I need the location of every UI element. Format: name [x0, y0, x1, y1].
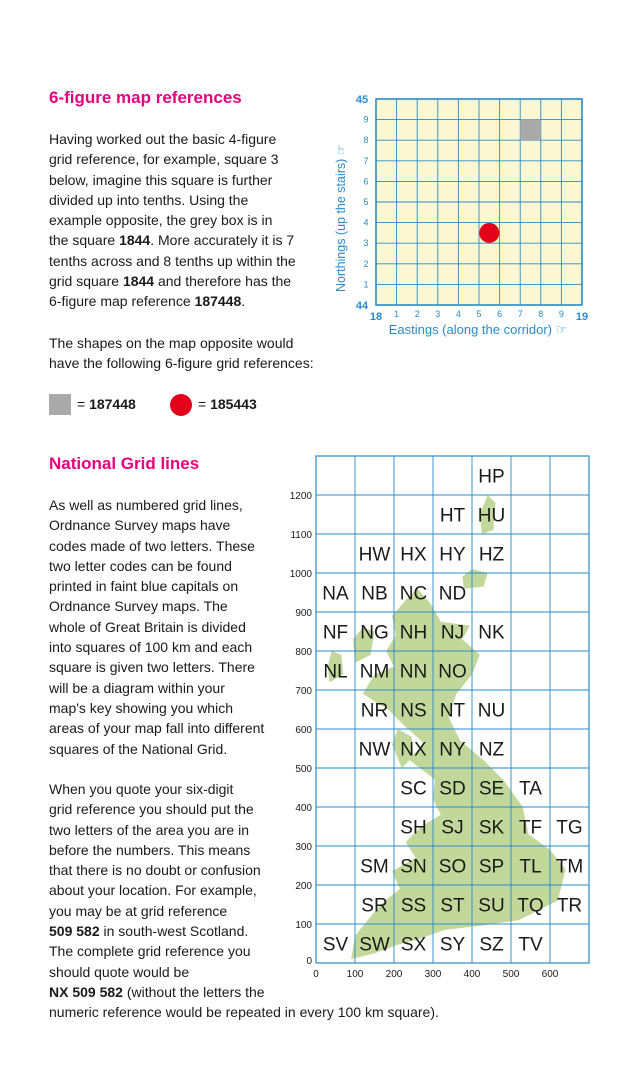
northing-tick-label: 1 [363, 279, 369, 290]
grid-square-code: HT [439, 505, 466, 527]
text-run: As well as numbered grid lines, [49, 497, 243, 513]
grid-square-code: NM [359, 661, 390, 683]
grid-square-code: TQ [517, 895, 544, 917]
grid-square-code: HZ [478, 544, 505, 566]
grid-square-code: SD [439, 778, 466, 800]
easting-tick-label: 8 [538, 309, 544, 319]
northing-km-label: 500 [295, 764, 312, 775]
text-run: example opposite, the grey box is in [49, 212, 273, 229]
bold-reference: 187448 [194, 293, 242, 310]
text-run: 6-figure map reference [49, 293, 195, 310]
grid-square-code: SK [478, 817, 505, 839]
grid-square-code: TR [556, 895, 583, 917]
grid-square-code: SX [400, 934, 427, 956]
bold-reference: 1844 [122, 273, 155, 290]
grid-square-code: NZ [478, 739, 505, 761]
grid-square-code: TA [519, 778, 542, 800]
easting-km-label: 400 [463, 969, 481, 980]
easting-tick-label: 7 [517, 309, 523, 319]
grid-square-code: HX [400, 544, 427, 566]
text-run: the square [49, 232, 120, 249]
text-line [49, 1002, 489, 1022]
text-run: before the numbers. This means [49, 841, 251, 858]
grid-square-code: SY [439, 934, 466, 956]
text-run: printed in faint blue capitals on [49, 578, 239, 595]
grid-square-code: NL [323, 661, 348, 683]
text-run: . [241, 293, 246, 310]
text-run: codes made of two letters. These [49, 537, 255, 554]
grid-square-code: TG [556, 817, 583, 839]
grid-square-code: NN [399, 661, 428, 683]
grid-square-code: NS [400, 700, 427, 722]
text-run: areas of your map fall into different [49, 720, 265, 737]
text-run: The complete grid reference you [49, 943, 251, 960]
northing-km-label: 0 [306, 956, 312, 967]
northing-tick-label: 6 [363, 176, 369, 187]
grid-square-code: TL [519, 856, 542, 878]
grid-square-code: NO [438, 661, 467, 683]
northing-km-label: 1200 [289, 491, 312, 502]
grid-square-code: SH [400, 817, 427, 839]
text-run: and therefore has the [154, 273, 292, 290]
grey-box-reference: 187448 [89, 396, 136, 412]
grid-square-code: NG [360, 622, 389, 644]
northing-tick-label: 9 [363, 114, 369, 125]
grid-square-code: NC [399, 583, 428, 605]
northing-bottom-label: 44 [355, 300, 369, 312]
national-grid-diagram [0, 440, 638, 990]
northing-tick-label: 7 [363, 155, 369, 166]
grid-square-code: SO [438, 856, 467, 878]
text-run: in south-west Scotland. [99, 923, 249, 940]
easting-tick-label: 5 [476, 309, 482, 319]
text-run: numeric reference would be repeated in every 100 km square). [49, 1004, 439, 1021]
text-run: Ordnance Survey maps have [49, 517, 231, 534]
grid-square-code: SS [400, 895, 427, 917]
text-run: should quote would be [49, 963, 190, 980]
section-title-6-figure: 6-figure map references [49, 88, 242, 107]
easting-km-label: 0 [313, 969, 319, 980]
northing-tick-label: 2 [363, 258, 369, 269]
legend-equals: = [77, 396, 90, 412]
grid-square-code: SR [361, 895, 388, 917]
northing-km-label: 600 [295, 725, 312, 736]
red-dot-legend [198, 396, 257, 412]
text-run: divided up into tenths. Using the [49, 191, 249, 208]
northing-tick-label: 4 [363, 217, 369, 228]
grid-square-code: SZ [479, 934, 504, 956]
text-run: two letters of the area you are in [49, 821, 249, 838]
six-figure-grid-diagram [0, 0, 638, 350]
section-title-national-grid: National Grid lines [49, 454, 200, 473]
text-run: you may be at grid reference [49, 902, 228, 919]
text-run: When you quote your six-digit [49, 781, 234, 797]
grid-square-code: NA [322, 583, 349, 605]
grid-square-code: SM [360, 856, 389, 878]
grid-square-code: SP [478, 856, 505, 878]
grid-square-code: TM [555, 856, 584, 878]
grid-square-code: HW [358, 544, 391, 566]
text-run: squares of the National Grid. [49, 740, 228, 757]
bold-reference: 1844 [119, 232, 151, 249]
grid-square-code: SU [478, 895, 505, 917]
grey-box-marker [520, 120, 541, 141]
northing-tick-label: 5 [363, 197, 369, 207]
easting-tick-label: 2 [414, 309, 420, 319]
grid-square-code: SW [359, 934, 390, 956]
text-run: grid reference you should put the [49, 801, 254, 818]
grid-square-code: NF [322, 622, 349, 644]
grid-square-code: NY [439, 739, 466, 761]
northing-km-label: 800 [295, 647, 312, 658]
northings-axis-label: Northings (up the stairs) ☞ [334, 143, 348, 293]
red-dot-reference: 185443 [210, 396, 257, 412]
grid-square-code: NX [400, 739, 427, 761]
northing-tick-label: 8 [363, 135, 369, 146]
grid-square-code: NT [439, 700, 466, 722]
text-run: below, imagine this square is further [49, 171, 273, 188]
northing-km-label: 200 [295, 881, 312, 892]
northing-km-label: 900 [295, 608, 312, 619]
text-run: tenths across and 8 tenths up within the [49, 252, 296, 269]
easting-left-label: 18 [369, 311, 383, 323]
grey-box-legend [77, 396, 136, 412]
text-run: Having worked out the basic 4-figure [49, 131, 277, 147]
grid-square-code: SN [400, 856, 427, 878]
bold-reference: NX 509 582 [49, 983, 123, 1000]
text-run: into squares of 100 km and each [49, 639, 253, 656]
text-run: grid reference, for example, square 3 [49, 151, 279, 168]
northing-top-label: 45 [355, 94, 369, 106]
easting-tick-label: 4 [455, 309, 461, 319]
northing-km-label: 1000 [289, 569, 312, 580]
grid-square-code: SJ [441, 817, 464, 839]
text-run: two letter codes can be found [49, 557, 232, 574]
legend-equals: = [198, 396, 211, 412]
grid-square-code: TF [518, 817, 543, 839]
easting-km-label: 100 [346, 969, 364, 980]
grid-square-code: ST [440, 895, 465, 917]
northing-km-label: 700 [295, 686, 312, 697]
grid-square-code: SC [400, 778, 427, 800]
text-run: that there is no doubt or confusion [49, 862, 261, 879]
grid-square-code: NU [477, 700, 506, 722]
grid-square-code: SV [322, 934, 349, 956]
grid-square-code: NK [478, 622, 505, 644]
eastings-axis-label: Eastings (along the corridor) ☞ [388, 322, 568, 337]
easting-tick-label: 1 [394, 309, 400, 319]
easting-right-label: 19 [575, 311, 589, 323]
grey-box-legend-swatch [49, 394, 71, 415]
northing-tick-label: 3 [363, 238, 369, 249]
bold-reference: 509 582 [49, 923, 100, 940]
easting-tick-label: 3 [435, 309, 441, 319]
grid-square-code: NW [358, 739, 391, 761]
northing-km-label: 100 [295, 920, 312, 931]
easting-tick-label: 9 [558, 309, 564, 319]
grid-square-code: NR [360, 700, 389, 722]
text-run: (without the letters the [122, 983, 265, 1000]
grid-square-code: HU [477, 505, 506, 527]
text-run: Ordnance Survey maps. The [49, 598, 228, 615]
grid-square-code: SE [478, 778, 505, 800]
grid-square-code: NH [399, 622, 428, 644]
grid-square-code: ND [438, 583, 467, 605]
easting-km-label: 500 [502, 969, 520, 980]
northing-km-label: 400 [295, 803, 312, 814]
text-run: square is given two letters. There [49, 659, 255, 676]
text-run: grid square [49, 273, 123, 290]
northing-km-label: 300 [295, 842, 312, 853]
northing-km-label: 1100 [290, 530, 312, 541]
grid-square-code: HP [478, 466, 505, 488]
text-run: map's key showing you which [49, 699, 233, 716]
text-run: . More accurately it is 7 [150, 232, 295, 249]
grid-square-code: HY [439, 544, 466, 566]
text-run: about your location. For example, [49, 882, 257, 899]
text-run: The shapes on the map opposite would [49, 335, 294, 351]
text-run: will be a diagram within your [49, 679, 225, 696]
easting-tick-label: 6 [497, 309, 503, 319]
grid-square-code: NJ [440, 622, 465, 644]
red-dot-marker [479, 223, 499, 243]
easting-km-label: 600 [541, 969, 559, 980]
text-run: have the following 6-figure grid references: [49, 355, 314, 372]
text-run: whole of Great Britain is divided [49, 618, 246, 635]
red-dot-legend-swatch [170, 394, 192, 416]
grid-square-code: TV [518, 934, 543, 956]
text-line [49, 353, 349, 373]
easting-km-label: 300 [424, 969, 442, 980]
grid-square-code: NB [361, 583, 388, 605]
easting-km-label: 200 [385, 969, 403, 980]
